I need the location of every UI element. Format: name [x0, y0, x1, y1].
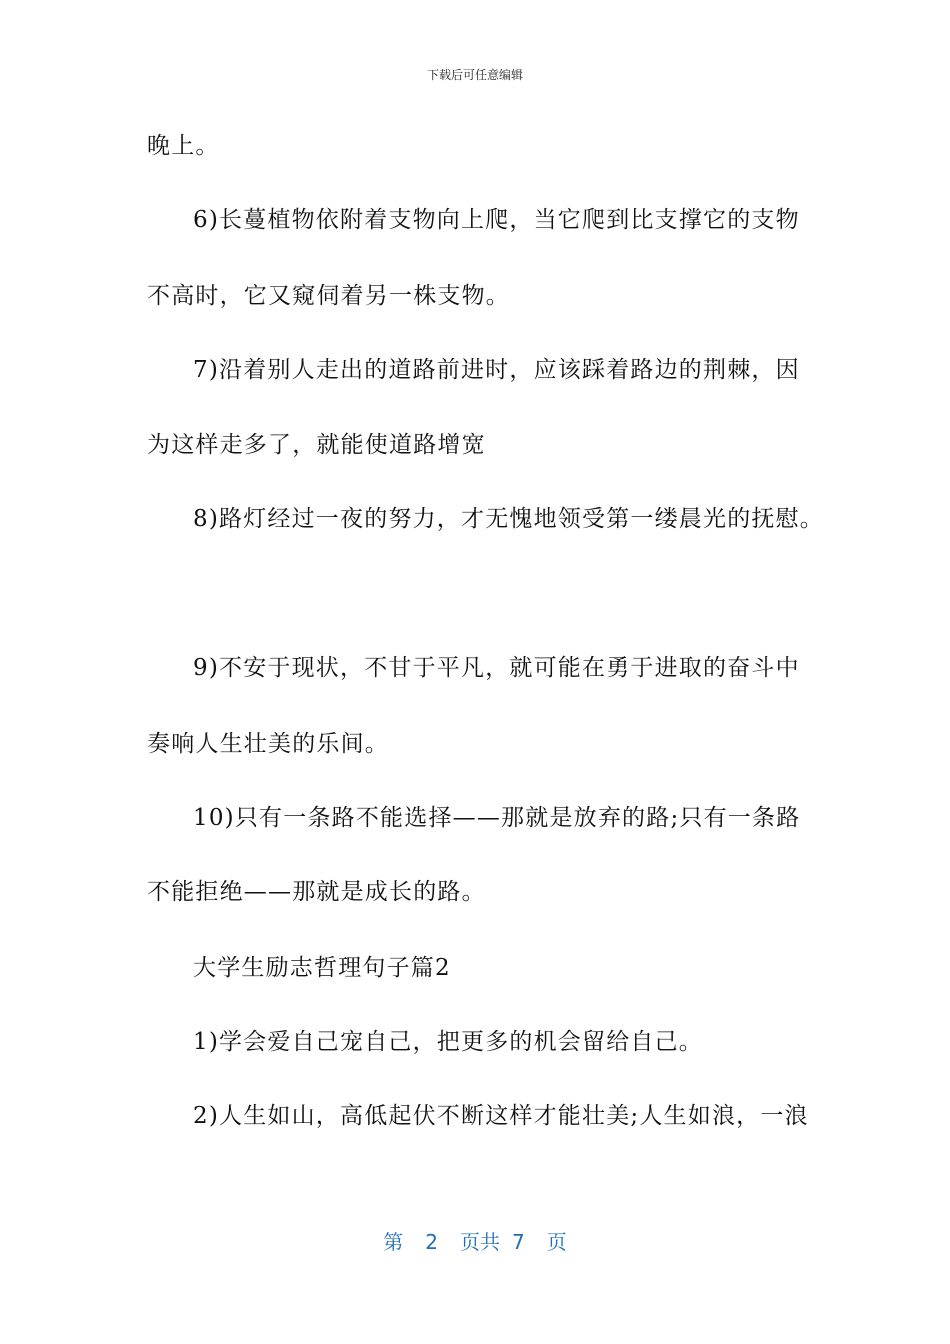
text-line: 9)不安于现状，不甘于平凡，就可能在勇于进取的奋斗中: [193, 655, 800, 681]
text-line: 不高时，它又窥伺着另一株支物。: [147, 283, 510, 309]
text-line: 8)路灯经过一夜的努力，才无愧地领受第一缕晨光的抚慰。: [193, 506, 825, 532]
page-footer: [0, 1226, 950, 1255]
text-line: 10)只有一条路不能选择——那就是放弃的路;只有一条路: [193, 805, 801, 831]
text-line: 晚上。: [147, 133, 220, 159]
footer-prefix: 第: [383, 1230, 404, 1254]
section-heading: 大学生励志哲理句子篇2: [193, 955, 451, 981]
text-line: 6)长蔓植物依附着支物向上爬，当它爬到比支撑它的支物: [193, 207, 800, 233]
footer-middle: 页共: [460, 1230, 500, 1254]
text-line: 1)学会爱自己宠自己，把更多的机会留给自己。: [193, 1029, 704, 1055]
text-line: 2)人生如山，高低起伏不断这样才能壮美;人生如浪，一浪: [193, 1103, 809, 1129]
footer-suffix: 页: [546, 1230, 567, 1254]
text-line: 7)沿着别人走出的道路前进时，应该踩着路边的荆棘，因: [193, 357, 800, 383]
footer-page-number: 2: [425, 1230, 438, 1254]
text-line: 奏响人生壮美的乐间。: [147, 731, 389, 757]
page-header: 下载后可任意编辑: [426, 68, 523, 82]
text-line: 不能拒绝——那就是成长的路。: [147, 879, 486, 905]
footer-total-pages: 7: [512, 1230, 525, 1254]
text-line: 为这样走多了，就能使道路增宽: [147, 432, 486, 458]
